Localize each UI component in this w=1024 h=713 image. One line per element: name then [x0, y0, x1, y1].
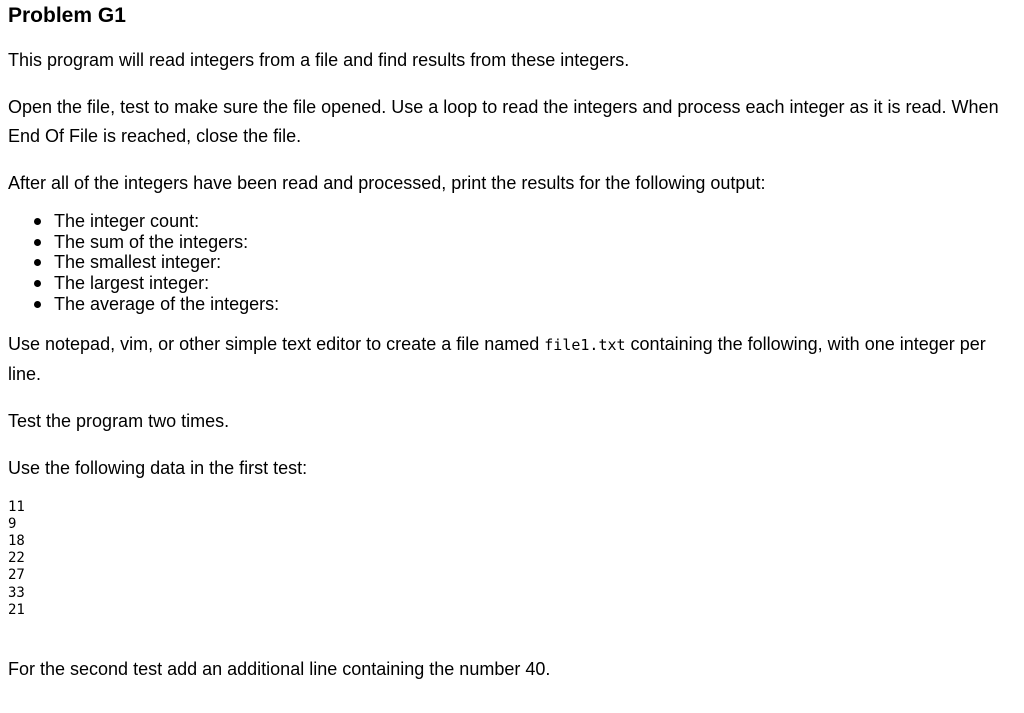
- list-item-label: The average of the integers:: [54, 293, 280, 314]
- list-item-label: The smallest integer:: [54, 252, 222, 273]
- data-line: 33: [8, 584, 25, 601]
- data-line: 21: [8, 601, 25, 618]
- data-line: 22: [8, 550, 25, 567]
- list-item-label: The largest integer:: [54, 273, 210, 294]
- list-item-label: The sum of the integers:: [54, 231, 249, 252]
- data-line: 11: [8, 498, 25, 515]
- data-block: [8, 499, 1022, 619]
- list-item: [34, 273, 1022, 294]
- list-item: [34, 232, 1022, 253]
- editor-text-after: containing the following, with one integer per line.: [8, 333, 986, 384]
- editor-text-before: Use notepad, vim, or other simple text editor to create a file named: [8, 333, 545, 354]
- data-line: 9: [8, 515, 17, 532]
- intro-paragraph: This program will read integers from a file and find results from these integers.: [8, 50, 630, 70]
- bullet-icon: [34, 239, 41, 246]
- list-item: [34, 252, 1022, 273]
- data-line: 18: [8, 532, 25, 549]
- filename-code: file1.txt: [544, 335, 626, 354]
- results-intro-paragraph: After all of the integers have been read and processed, print the results for the following output:: [8, 173, 766, 193]
- first-test-paragraph: Use the following data in the first test:: [8, 457, 308, 478]
- bullet-icon: [34, 259, 41, 266]
- instructions-paragraph: Open the file, test to make sure the file opened. Use a loop to read the integers and process each integer as it is read. When End Of File is reached, close the file.: [8, 97, 999, 146]
- second-test-paragraph: For the second test add an additional line containing the number 40.: [8, 658, 551, 679]
- test-times-paragraph: Test the program two times.: [8, 410, 230, 431]
- editor-paragraph: [8, 330, 1022, 389]
- list-item-label: The integer count:: [54, 211, 200, 231]
- list-item: [34, 294, 1022, 315]
- page-title: Problem G1: [8, 4, 126, 27]
- bullet-icon: [34, 301, 41, 308]
- output-list: [8, 211, 1022, 315]
- bullet-icon: [34, 218, 41, 225]
- bullet-icon: [34, 280, 41, 287]
- list-item: [34, 211, 1022, 232]
- data-line: 27: [8, 567, 25, 584]
